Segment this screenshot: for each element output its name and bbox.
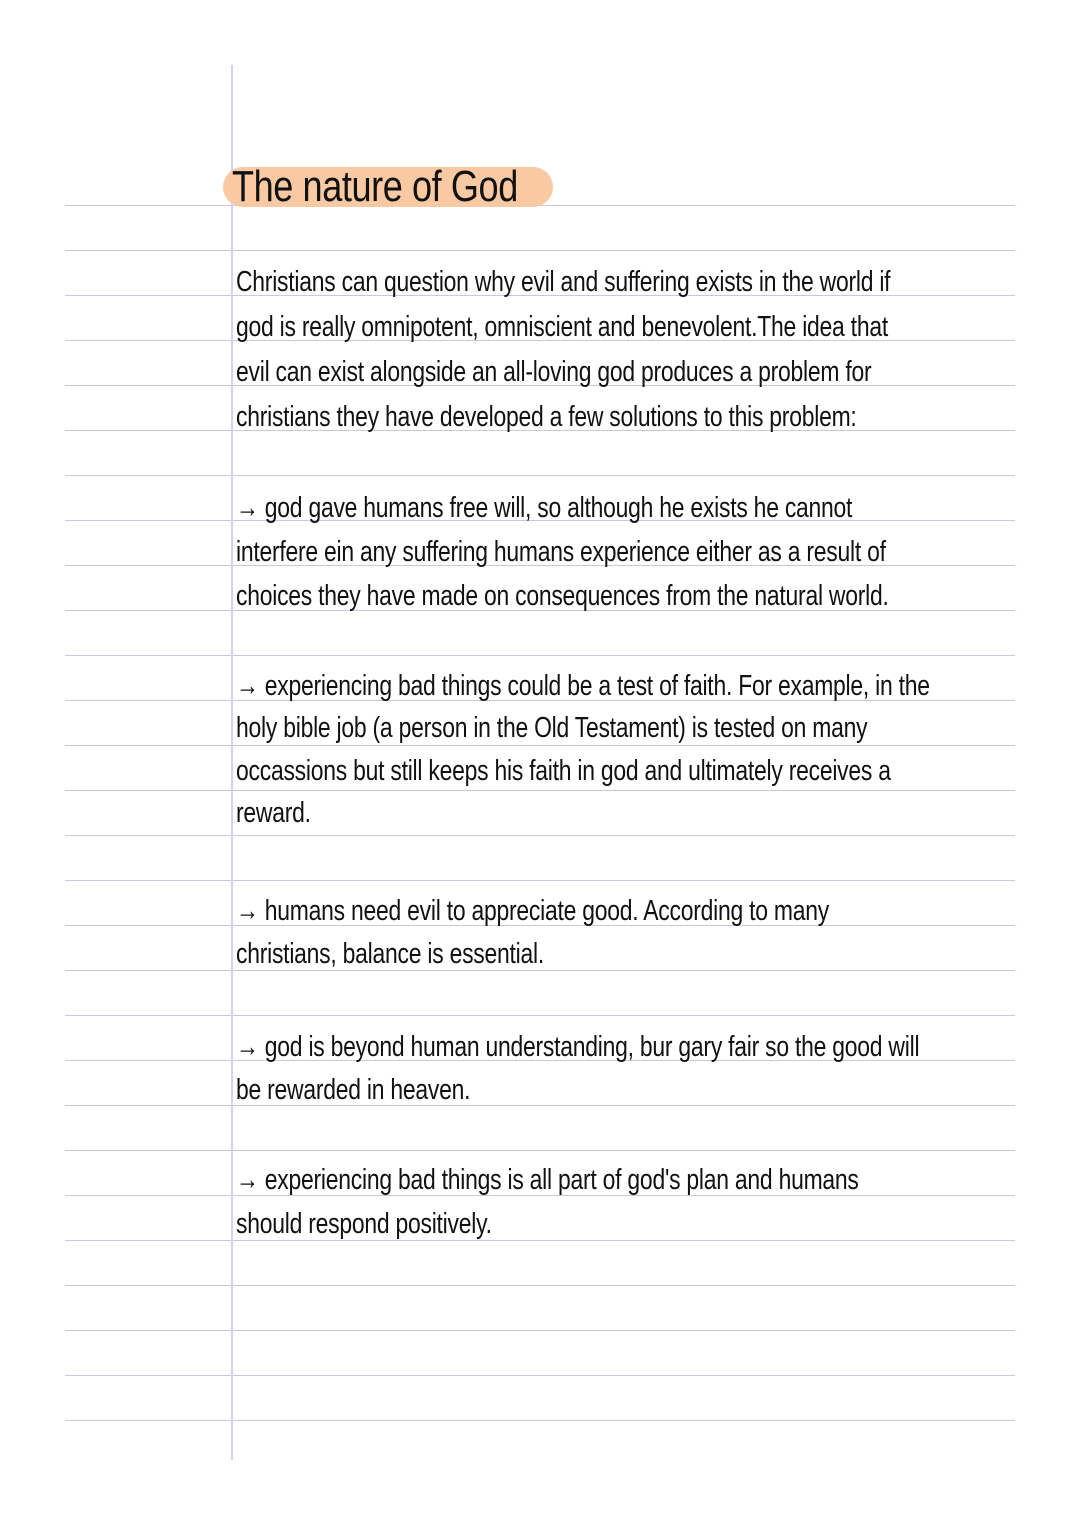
ruled-line [65, 1375, 1015, 1376]
text-line: → experiencing bad things is all part of god's plan and humans [236, 1164, 859, 1196]
text-line: god is really omnipotent, omniscient and benevolent.The idea that [236, 311, 888, 343]
ruled-line [65, 790, 1015, 791]
margin-line [231, 65, 233, 1460]
text-line: christians they have developed a few solutions to this problem: [236, 401, 857, 433]
ruled-line [65, 1105, 1015, 1106]
ruled-line [65, 745, 1015, 746]
text-line: choices they have made on consequences from the natural world. [236, 580, 889, 612]
text-line: holy bible job (a person in the Old Testament) is tested on many [236, 712, 868, 744]
ruled-line [65, 880, 1015, 881]
text-line: → experiencing bad things could be a test of faith. For example, in the [236, 670, 930, 702]
ruled-line [65, 1285, 1015, 1286]
ruled-line [65, 655, 1015, 656]
ruled-line [65, 835, 1015, 836]
text-line: occassions but still keeps his faith in god and ultimately receives a [236, 755, 891, 787]
text-line: be rewarded in heaven. [236, 1074, 471, 1106]
text-line: should respond positively. [236, 1208, 492, 1240]
page-title: The nature of God [232, 162, 518, 211]
ruled-line [65, 250, 1015, 251]
text-line: christians, balance is essential. [236, 938, 544, 970]
text-line: → humans need evil to appreciate good. According to many [236, 895, 829, 927]
text-line: evil can exist alongside an all-loving god produces a problem for [236, 356, 872, 388]
text-line: reward. [236, 797, 311, 829]
text-line: Christians can question why evil and suffering exists in the world if [236, 266, 891, 298]
ruled-line [65, 1420, 1015, 1421]
ruled-line [65, 1240, 1015, 1241]
ruled-line [65, 1015, 1015, 1016]
text-line: interfere ein any suffering humans experience either as a result of [236, 536, 886, 568]
text-line: → god gave humans free will, so although he exists he cannot [236, 492, 853, 524]
ruled-line [65, 475, 1015, 476]
ruled-line [65, 1330, 1015, 1331]
text-line: → god is beyond human understanding, bur gary fair so the good will [236, 1031, 920, 1063]
ruled-line [65, 1150, 1015, 1151]
